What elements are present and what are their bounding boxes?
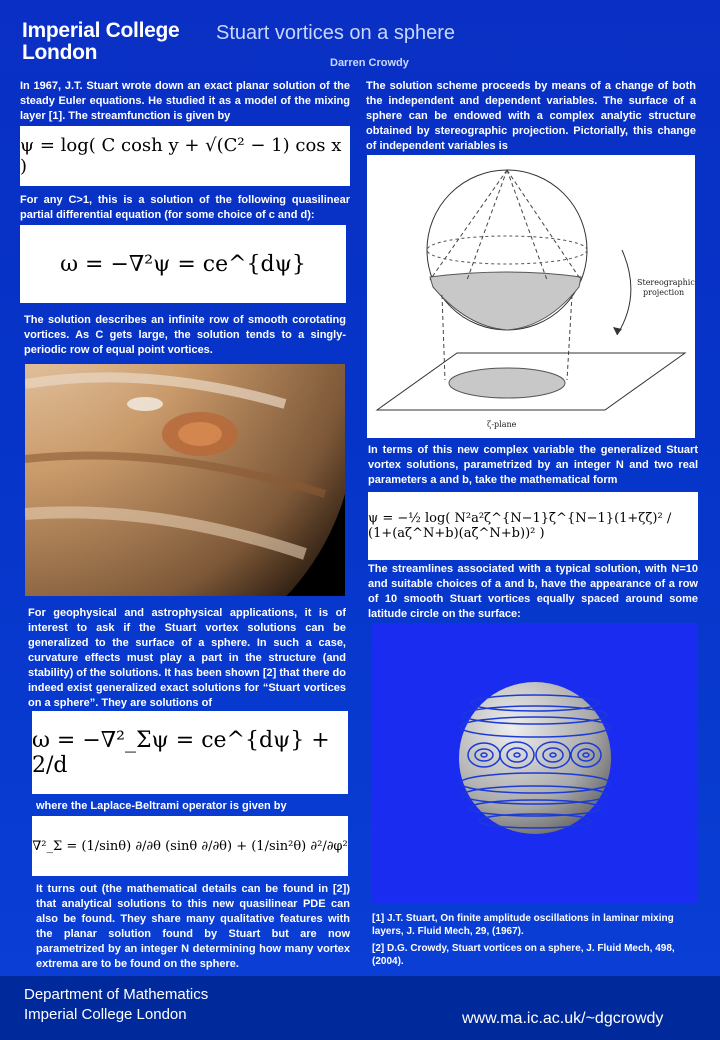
jupiter-image [25,364,345,596]
department-line1: Department of Mathematics [24,986,209,1003]
equation-2-text: ω = −∇²ψ = ce^{dψ} [60,251,306,277]
jupiter-graphic [25,364,345,596]
equation-5-text: ψ = −½ log( N²a²ζ^{N−1}ζ̄^{N−1}(1+ζζ̄)² / (1+(aζ^N+b)(aζ̄^N+b))² ) [368,511,672,541]
left-paragraph-6: It turns out (the mathematical details can be found in [2]) that analytical solutions to this new quasilinear PDE can also be found. They share many qualitative features with the planar solution found by Stuart but are now parametrized by an integer N determining how many vortex extrema are to be found on the sphere. [36,883,350,970]
left-paragraph-5: where the Laplace-Beltrami operator is given by [36,800,287,812]
website-url[interactable]: www.ma.ic.ac.uk/~dgcrowdy [462,1010,664,1027]
imperial-logo [22,20,179,64]
diagram-label-2: projection [643,288,685,297]
department-block [24,985,208,1025]
equation-stuart-sphere [368,492,698,560]
reference-1: [1] J.T. Stuart, On finite amplitude oscillations in laminar mixing layers, J. Fluid Mech, 29, (1967). [372,913,674,937]
left-paragraph-3: The solution describes an infinite row of smooth corotating vortices. As C gets large, the solution tends to a singly-periodic row of equal point vortices. [24,314,346,356]
equation-4-text: ∇²_Σ = (1/sinθ) ∂/∂θ (sinθ ∂/∂θ) + (1/sin²θ) ∂²/∂φ² [32,838,348,854]
logo-line2: London [22,41,98,64]
logo-line1: Imperial College [22,19,180,42]
left-paragraph-1: In 1967, J.T. Stuart wrote down an exact planar solution of the steady Euler equations. He studied it as a model of the mixing layer [1]. The streamfunction is given by [20,80,350,122]
right-paragraph-1: The solution scheme proceeds by means of a change of both the independent and dependent variables. The surface of a sphere can be endowed with a complex analytic structure obtained by stereographic projection. Pictorially, this change of independent variables is [366,80,696,152]
equation-pde [20,225,346,303]
equation-streamfunction [20,126,350,186]
equation-sphere-pde [32,711,348,794]
right-paragraph-2: In terms of this new complex variable the generalized Stuart vortex solutions, parametrized by an integer N and two real parameters a and b, take the mathematical form [368,444,698,486]
stereographic-diagram [367,155,695,438]
equation-laplace-beltrami [32,816,348,876]
poster-title: Stuart vortices on a sphere [216,22,456,44]
right-paragraph-3: The streamlines associated with a typical solution, with N=10 and suitable choices of a and b, have the appearance of a row of 10 smooth Stuart vortices equally spaced around some latitude circle on the surface: [368,563,698,620]
vortex-sphere-graphic [372,623,698,903]
equation-1-text: ψ = log( C cosh y + √(C² − 1) cos x ) [20,135,342,177]
stereographic-graphic [367,155,695,438]
left-paragraph-2: For any C>1, this is a solution of the following quasilinear partial differential equation (for some choice of c and d): [20,194,350,221]
vortex-sphere-image [372,623,698,903]
department-line2: Imperial College London [24,1006,187,1023]
diagram-plane-label: ζ-plane [487,420,517,429]
left-paragraph-4: For geophysical and astrophysical applications, it is of interest to ask if the Stuart vortex solutions can be generalized to the surface of a sphere. In such a case, curvature effects must play a part in the structure (and stability) of the solutions. It has been shown [2] that there do indeed exist generalized exact solutions for “Stuart vortices on a sphere”. They are solutions of [28,607,346,709]
reference-2: [2] D.G. Crowdy, Stuart vortices on a sphere, J. Fluid Mech, 498, (2004). [372,943,675,967]
author-name: Darren Crowdy [330,57,409,69]
diagram-label-1: Stereographic [637,278,695,287]
equation-3-text: ω = −∇²_Σψ = ce^{dψ} + 2/d [32,727,330,778]
